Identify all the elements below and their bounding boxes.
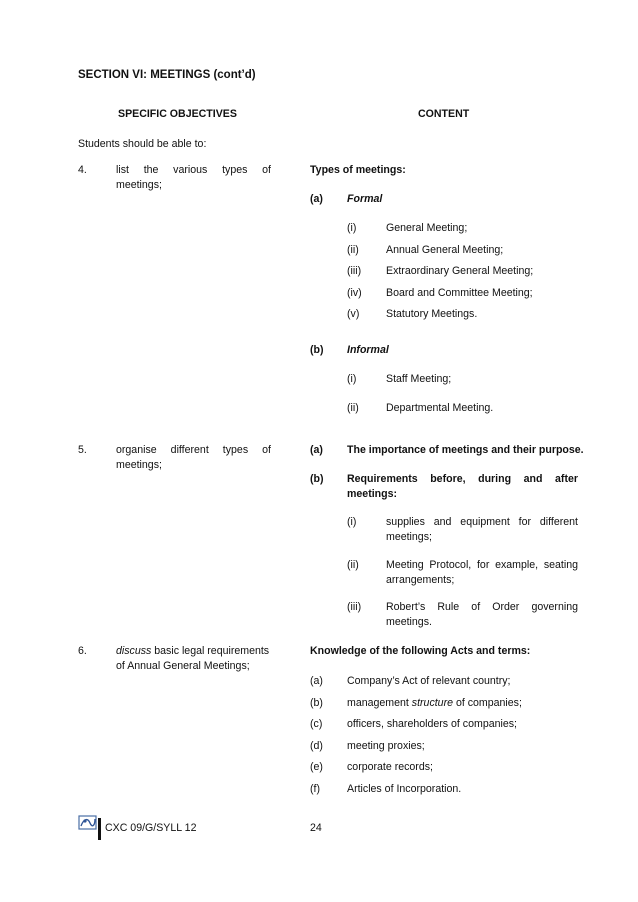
list-item-num: (i) (347, 222, 357, 234)
list-item-text: Staff Meeting; (386, 373, 452, 385)
section-title: SECTION VI: MEETINGS (cont’d) (78, 69, 256, 81)
content-subheading: Formal (347, 193, 383, 205)
content-label: (a) (310, 675, 323, 687)
objective-verb: discuss (116, 645, 152, 657)
content-text-line: Requirements before, during and after (347, 473, 578, 485)
content-text: Articles of Incorporation. (347, 783, 462, 795)
list-item-num: (v) (347, 308, 360, 320)
content-label: (b) (310, 697, 323, 709)
list-item-num: (iii) (347, 601, 362, 613)
objective-text-line: meetings; (116, 179, 162, 191)
objective-text-line (116, 645, 269, 657)
footer-divider (98, 818, 101, 840)
list-item-num: (ii) (347, 559, 359, 571)
content-text-italic: structure (411, 697, 453, 709)
content-label: (b) (310, 473, 324, 485)
content-heading: Knowledge of the following Acts and terms: (310, 645, 531, 657)
intro-text: Students should be able to: (78, 138, 207, 150)
content-label: (d) (310, 740, 323, 752)
content-label: (b) (310, 344, 324, 356)
content-subheading: Informal (347, 344, 389, 356)
list-item-num: (i) (347, 516, 357, 528)
list-item-text-line: meetings; (386, 531, 432, 543)
content-text-part: of companies; (453, 697, 522, 709)
objectives-header: SPECIFIC OBJECTIVES (118, 108, 237, 120)
content-text (347, 697, 522, 709)
list-item-text: Departmental Meeting. (386, 402, 494, 414)
content-heading: Types of meetings: (310, 164, 406, 176)
list-item-text: Annual General Meeting; (386, 244, 504, 256)
list-item-text: General Meeting; (386, 222, 468, 234)
list-item-text-line: supplies and equipment for different (386, 516, 578, 528)
list-item-text: Statutory Meetings. (386, 308, 478, 320)
list-item-text-line: meetings. (386, 616, 432, 628)
content-label: (c) (310, 718, 323, 730)
list-item-num: (i) (347, 373, 357, 385)
content-label: (e) (310, 761, 323, 773)
list-item-num: (ii) (347, 402, 359, 414)
objective-text-line: organise different types of (116, 444, 271, 456)
objective-text-line: of Annual General Meetings; (116, 660, 250, 672)
objective-number: 6. (78, 645, 87, 657)
list-item-num: (ii) (347, 244, 359, 256)
list-item-num: (iv) (347, 287, 362, 299)
content-label: (f) (310, 783, 320, 795)
list-item-text: Extraordinary General Meeting; (386, 265, 534, 277)
cxc-logo-icon (78, 814, 98, 832)
objective-number: 4. (78, 164, 87, 176)
list-item-text-line: arrangements; (386, 574, 455, 586)
list-item-text-line: Meeting Protocol, for example, seating (386, 559, 578, 571)
content-text-part: management (347, 697, 412, 709)
content-text-line: meetings: (347, 488, 398, 500)
content-label: (a) (310, 193, 323, 205)
list-item-text: Board and Committee Meeting; (386, 287, 533, 299)
content-header: CONTENT (418, 108, 470, 120)
footer-code: CXC 09/G/SYLL 12 (105, 822, 197, 834)
content-label: (a) (310, 444, 323, 456)
content-text: meeting proxies; (347, 740, 425, 752)
objective-text: basic legal requirements (151, 645, 270, 657)
content-text: Company’s Act of relevant country; (347, 675, 511, 687)
content-text: The importance of meetings and their purpose. (347, 444, 584, 456)
page-number: 24 (310, 822, 322, 834)
objective-number: 5. (78, 444, 87, 456)
objective-text-line: meetings; (116, 459, 162, 471)
objective-text-line: list the various types of (116, 164, 271, 176)
list-item-text-line: Robert’s Rule of Order governing (386, 601, 578, 613)
content-text: corporate records; (347, 761, 433, 773)
list-item-num: (iii) (347, 265, 362, 277)
content-text: officers, shareholders of companies; (347, 718, 517, 730)
